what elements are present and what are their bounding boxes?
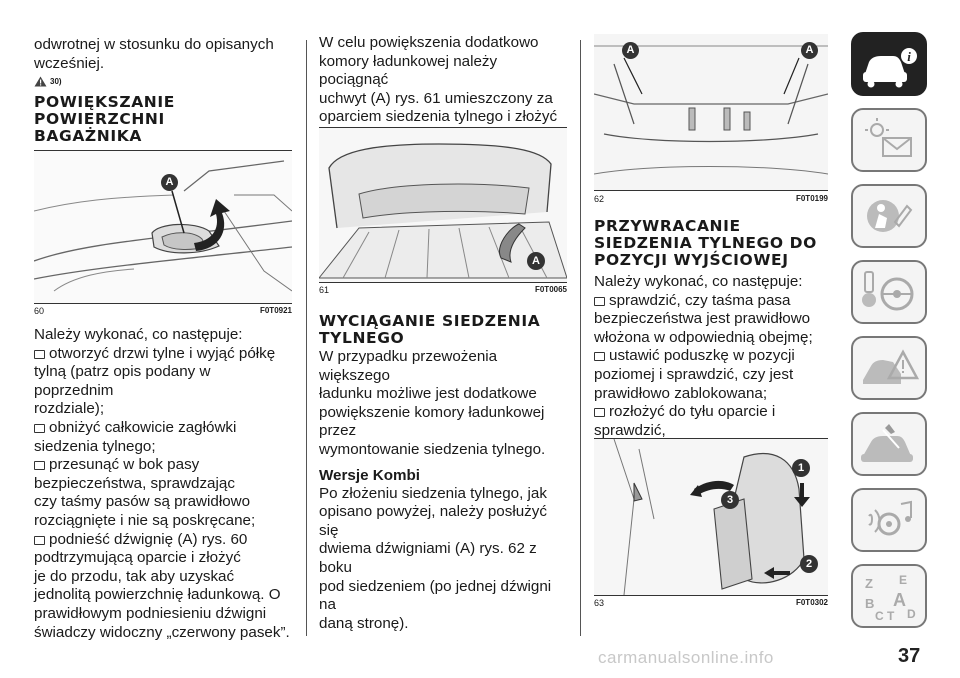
intro-line: odwrotnej w stosunku do opisanych [34, 36, 274, 53]
emergency-car-icon [859, 344, 919, 394]
bullet-item: otworzyć drzwi tylne i wyjąć półkę [34, 345, 292, 364]
watermark: carmanualsonline.info [598, 648, 774, 667]
key-steering-icon [859, 268, 919, 318]
figure-63 [594, 438, 828, 596]
safety-airbag-icon [859, 192, 919, 242]
tab-maintenance[interactable] [851, 412, 927, 476]
index-letter: A [893, 590, 906, 610]
callout-A: A [801, 42, 818, 59]
tab-dashboard[interactable] [851, 108, 927, 172]
bullet-item: ustawić poduszkę w pozycji [594, 347, 834, 366]
tab-index[interactable] [851, 564, 927, 628]
bullet-item: sprawdzić, czy taśma pasa [594, 292, 834, 311]
callout-1: 1 [792, 459, 810, 477]
index-letter: T [887, 609, 895, 622]
multimedia-icon [859, 496, 919, 546]
checkbox-bullet-icon [34, 424, 45, 433]
index-letter: E [899, 573, 908, 587]
index-letter: C [875, 609, 884, 622]
figure-63-caption: 63 F0T0302 [594, 598, 828, 608]
figure-number: 60 [34, 306, 45, 316]
figure-61 [319, 127, 567, 283]
tab-car-info[interactable] [851, 32, 927, 96]
checkbox-bullet-icon [34, 536, 45, 545]
figure-61-caption: 61 F0T0065 [319, 285, 567, 295]
bullet-item: rozłożyć do tyłu oparcie i sprawdzić, [594, 403, 776, 439]
tab-multimedia[interactable] [851, 488, 927, 552]
checkbox-bullet-icon [34, 461, 45, 470]
bullet-item: przesunąć w bok pasy [34, 456, 292, 475]
tab-key-steering[interactable] [851, 260, 927, 324]
maintenance-car-icon [859, 420, 919, 470]
figure-60 [34, 150, 292, 304]
lead-text: Należy wykonać, co następuje: [34, 326, 243, 343]
column-divider [306, 40, 307, 636]
svg-text:i: i [907, 49, 911, 64]
checkbox-bullet-icon [594, 297, 605, 306]
index-letter: B [865, 596, 875, 611]
index-letter: D [907, 607, 916, 621]
bullet-item: podnieść dźwignię (A) rys. 60 [34, 531, 292, 550]
checkbox-bullet-icon [594, 352, 605, 361]
intro-line: wcześniej. [34, 54, 105, 72]
checkbox-bullet-icon [34, 350, 45, 359]
instructions: Należy wykonać, co następuje: sprawdzić, czy taśma pasa bezpieczeństwa jest prawidłowo włożona w odpowiednią obejmę; ustawić poduszkę w pozycji poziomej i sprawdzić, czy jest prawidłowo zablokowana; rozłożyć do tyłu oparcie i sprawdzić, [594, 273, 834, 459]
section-heading: POWIĘKSZANIE POWIERZCHNI BAGAŻNIKA [34, 93, 175, 145]
instructions: Należy wykonać, co następuje: otworzyć drzwi tylne i wyjąć półkę tylną (patrz opis podany w poprzednim rozdziale); obniżyć całkowicie zagłówki siedzenia tylnego; przesunąć w bok pasy bezpieczeństwa, sprawdzając czy taśmy pasów są prawidłowo rozciągnięte i nie są poskręcane; podnieść dźwignię (A) rys. 60 podtrzymującą oparcie i złożyć je do przodu, tak aby uzyskać jednolitą powierzchnię ładunkową. O prawidłowym podniesieniu dźwigni świadczy widoczny „czerwony pasek”. [34, 326, 292, 642]
tab-safety[interactable] [851, 184, 927, 248]
dashboard-lights-icon [859, 116, 919, 166]
figure-62 [594, 34, 828, 191]
warning-reference[interactable]: 30) [34, 76, 62, 87]
callout-A: A [161, 174, 178, 191]
subheading: Wersje Kombi [319, 466, 420, 484]
index-letter: Z [865, 576, 873, 591]
warning-triangle-icon [34, 76, 47, 87]
callout-2: 2 [800, 555, 818, 573]
figure-62-caption: 62 F0T0199 [594, 194, 828, 204]
rear-seat-lever-illustration [34, 151, 292, 303]
alphabetical-index-icon [859, 572, 919, 622]
column-divider [580, 40, 581, 636]
section-heading: PRZYWRACANIE SIEDZENIA TYLNEGO DO POZYCJI WYJŚCIOWEJ [594, 217, 817, 269]
callout-A: A [622, 42, 639, 59]
checkbox-bullet-icon [594, 408, 605, 417]
tab-emergency[interactable] [851, 336, 927, 400]
callout-3: 3 [721, 491, 739, 509]
section-heading: WYCIĄGANIE SIEDZENIA TYLNEGO [319, 312, 541, 347]
page-number: 37 [898, 645, 921, 667]
car-info-icon [859, 40, 919, 90]
bullet-item: obniżyć całkowicie zagłówki [34, 419, 292, 438]
callout-A: A [527, 252, 545, 270]
figure-60-caption [34, 303, 292, 317]
figure-code: F0T0921 [259, 306, 292, 315]
